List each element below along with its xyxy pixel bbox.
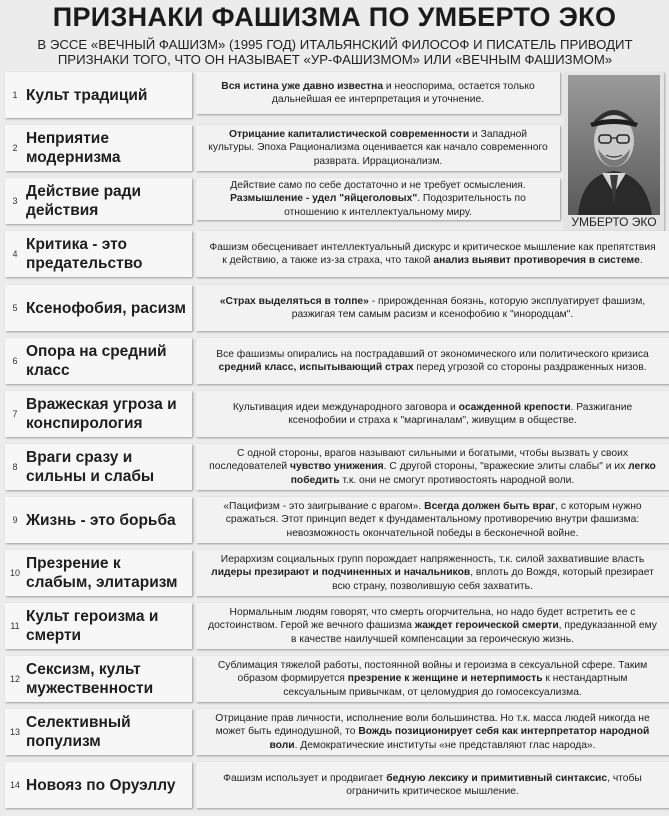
emphasis-text: осажденной крепости bbox=[458, 401, 571, 413]
emphasis-text: «Страх выделяться в толпе» bbox=[219, 295, 369, 307]
emphasis-text: Вся истина уже давно известна bbox=[221, 80, 384, 92]
feature-description bbox=[196, 125, 560, 171]
feature-title: Вражеская угроза и конспирология bbox=[26, 396, 177, 432]
feature-number: 12 bbox=[9, 674, 20, 684]
feature-number: 3 bbox=[12, 196, 18, 206]
feature-description bbox=[196, 603, 669, 649]
emphasis-text: жаждет героической смерти bbox=[414, 620, 559, 632]
description-text: Фашизм использует и продвигает bbox=[223, 772, 387, 784]
feature-description bbox=[196, 72, 560, 114]
feature-title: Жизнь - это борьба bbox=[26, 511, 176, 529]
feature-description-text bbox=[206, 348, 659, 375]
page-title: ПРИЗНАКИ ФАШИЗМА ПО УМБЕРТО ЭКО bbox=[52, 2, 617, 32]
feature-title: Презрение к слабым, элитаризм bbox=[26, 555, 178, 591]
description-text: Все фашизмы опирались на пострадавший от экономического или политического кризиса bbox=[216, 348, 649, 360]
emphasis-text: Всегда должен быть враг bbox=[424, 500, 556, 512]
feature-description bbox=[196, 444, 669, 490]
description-text: т.к. они не смогут противостоять народной воли. bbox=[339, 474, 575, 486]
feature-description-text bbox=[206, 80, 550, 107]
feature-title: Опора на средний класс bbox=[26, 343, 167, 379]
feature-description-text bbox=[206, 128, 550, 169]
emphasis-text: чувство унижения bbox=[290, 461, 384, 473]
feature-number: 7 bbox=[12, 409, 18, 419]
description-text: , чтобы ограничить критическое мышление. bbox=[346, 772, 642, 797]
feature-title: Действие ради действия bbox=[26, 183, 142, 219]
emphasis-text: легко победить bbox=[290, 461, 656, 486]
feature-title-cell bbox=[5, 709, 192, 755]
description-text: и Западной культуры. Эпоха Рационализма оценивается как начало современного разврата. Иррационализм. bbox=[208, 128, 548, 167]
feature-title: Неприятие модернизма bbox=[26, 130, 121, 166]
description-text: . Подозрительность по отношению к интеллектуальному миру. bbox=[284, 193, 526, 218]
description-text: , вплоть до Вождя, который презирает всю страну, позволившую себя захватить. bbox=[332, 567, 654, 592]
feature-title-cell bbox=[5, 178, 192, 224]
feature-title-cell bbox=[5, 762, 192, 808]
feature-title-cell bbox=[5, 391, 192, 437]
feature-title-cell bbox=[5, 444, 192, 490]
description-text: , с которым нужно сражаться. Этот принцип ведет к фундаментальному противоречию внутри фашизма: невозможность окончательной победы в бесконечной войне. bbox=[225, 500, 642, 539]
emphasis-text: Отрицание капиталистической современности bbox=[228, 128, 470, 140]
feature-description bbox=[196, 391, 669, 437]
emphasis-text: средний класс, испытывающий страх bbox=[218, 362, 414, 373]
description-text: Фашизм обесценивает интеллектуальный дискурс и критическое мышление как препятствия к действию, а также из-за страха, что такой bbox=[209, 241, 656, 266]
description-text: к нестандартным сексуальным привычкам, от целомудрия до гомосексуализма. bbox=[283, 673, 628, 698]
feature-description-text bbox=[206, 401, 659, 428]
description-text: Культивация идеи международного заговора и bbox=[232, 401, 459, 413]
feature-title: Враги сразу и сильны и слабы bbox=[26, 449, 155, 485]
description-text: Иерархизм социальных групп порождает напряженность, т.к. силой захватившие власть bbox=[220, 553, 645, 565]
subtitle-line-2: ПРИЗНАКИ ТОГО, ЧТО ОН НАЗЫВАЕТ «УР-ФАШИЗМОМ» ИЛИ «ВЕЧНЫМ ФАШИЗМОМ» bbox=[57, 52, 613, 67]
feature-description bbox=[196, 550, 669, 596]
description-text: Сублимация тяжелой работы, постоянной войны и героизма в сексуальной сфере. Таким образом формируется bbox=[217, 659, 648, 685]
description-text: Отрицание прав личности, исполнение воли большинства. Но т.к. масса людей никогда не может быть единодушной, то bbox=[215, 712, 650, 738]
feature-description-text bbox=[206, 553, 659, 594]
feature-number: 4 bbox=[12, 249, 18, 259]
feature-title-cell bbox=[5, 603, 192, 649]
feature-description bbox=[196, 656, 669, 702]
feature-number: 11 bbox=[10, 621, 20, 631]
feature-title: Культ героизма и смерти bbox=[26, 608, 159, 644]
feature-title-cell bbox=[5, 656, 192, 702]
feature-title: Сексизм, культ мужественности bbox=[26, 661, 154, 697]
description-text: . Разжигание ксенофобии и страха к "маргиналам", живущим в обществе. bbox=[288, 401, 633, 426]
description-text: Действие само по себе достаточно и не требует осмысления. bbox=[230, 179, 526, 191]
feature-description bbox=[196, 231, 669, 277]
feature-title: Селективный популизм bbox=[26, 714, 131, 750]
feature-title-cell bbox=[5, 550, 192, 596]
description-text: перед угрозой со стороны раздраженных низов. bbox=[413, 362, 647, 373]
feature-description-text bbox=[206, 772, 659, 799]
feature-description-text bbox=[206, 712, 659, 753]
page-subtitle bbox=[20, 37, 650, 67]
feature-number: 5 bbox=[12, 303, 18, 313]
portrait-card bbox=[564, 72, 664, 251]
feature-title-cell bbox=[5, 338, 192, 384]
feature-number: 8 bbox=[12, 462, 18, 472]
feature-number: 6 bbox=[12, 356, 18, 366]
emphasis-text: Вождь позиционирует себя как интерпретатор народной воли bbox=[269, 726, 650, 751]
feature-number: 1 bbox=[12, 90, 18, 100]
description-text: С одной стороны, врагов называют сильными и богатыми, чтобы вызвать у своих последователей bbox=[209, 447, 629, 473]
feature-description bbox=[196, 338, 669, 384]
feature-description-text bbox=[206, 241, 659, 268]
feature-description-text bbox=[206, 447, 659, 488]
emphasis-text: Размышление - удел "яйцеголовых" bbox=[230, 193, 418, 205]
description-text: Нормальным людям говорят, что смерть огорчительна, но надо будет встретить ее с достоинством. Герой же вечного фашизма bbox=[208, 606, 636, 632]
feature-description bbox=[196, 762, 669, 808]
feature-number: 10 bbox=[9, 568, 20, 578]
feature-description bbox=[196, 285, 669, 331]
feature-description-text bbox=[206, 500, 659, 541]
feature-description-text bbox=[206, 606, 659, 647]
feature-title: Новояз по Оруэллу bbox=[26, 776, 176, 794]
emphasis-text: анализ выявит противоречия в системе bbox=[433, 255, 640, 266]
feature-title-cell bbox=[5, 285, 192, 331]
description-text: и неоспорима, остается только дальнейшая ее интерпретация и уточнение. bbox=[271, 80, 535, 105]
feature-description-text bbox=[206, 659, 659, 700]
emphasis-text: лидеры презирают и подчиненных и начальников bbox=[211, 567, 471, 579]
emphasis-text: презрение к женщине и нетерпимость bbox=[347, 673, 543, 685]
feature-title: Критика - это предательство bbox=[26, 236, 143, 272]
description-text: . С другой стороны, "вражеские элиты слабы" и их bbox=[383, 461, 629, 473]
subtitle-line-1: В ЭССЕ «ВЕЧНЫЙ ФАШИЗМ» (1995 ГОД) ИТАЛЬЯНСКИЙ ФИЛОСОФ И ПИСАТЕЛЬ ПРИВОДИТ bbox=[37, 37, 633, 52]
emphasis-text: бедную лексику и примитивный синтаксис bbox=[386, 772, 608, 784]
umberto-eco-photo bbox=[568, 75, 660, 215]
feature-description bbox=[196, 178, 560, 220]
description-text: , предуказанной ему в качестве наилучшей компенсации за героическую жизнь. bbox=[291, 620, 657, 645]
feature-number: 9 bbox=[12, 515, 18, 525]
feature-description bbox=[196, 709, 669, 755]
feature-title-cell bbox=[5, 72, 192, 118]
description-text: . Демократические институты «не представляют глас народа». bbox=[294, 739, 596, 751]
feature-number: 2 bbox=[12, 143, 18, 153]
feature-title: Ксенофобия, расизм bbox=[26, 299, 186, 317]
feature-number: 13 bbox=[9, 727, 20, 737]
feature-title-cell bbox=[5, 497, 192, 543]
feature-title-cell bbox=[5, 231, 192, 277]
description-text: - прирожденная боязнь, которую эксплуатирует фашизм, разжигая тем самым расизм и ксенофобию к "инородцам". bbox=[291, 295, 646, 320]
description-text: . bbox=[639, 255, 643, 266]
feature-number: 14 bbox=[9, 780, 20, 790]
feature-description bbox=[196, 497, 669, 543]
feature-description-text bbox=[206, 295, 659, 322]
description-text: «Пацифизм - это заигрывание с врагом». bbox=[223, 500, 425, 512]
feature-description-text bbox=[206, 179, 550, 220]
feature-title-cell bbox=[5, 125, 192, 171]
feature-title: Культ традиций bbox=[26, 86, 148, 104]
portrait-name: УМБЕРТО ЭКО bbox=[571, 215, 657, 229]
